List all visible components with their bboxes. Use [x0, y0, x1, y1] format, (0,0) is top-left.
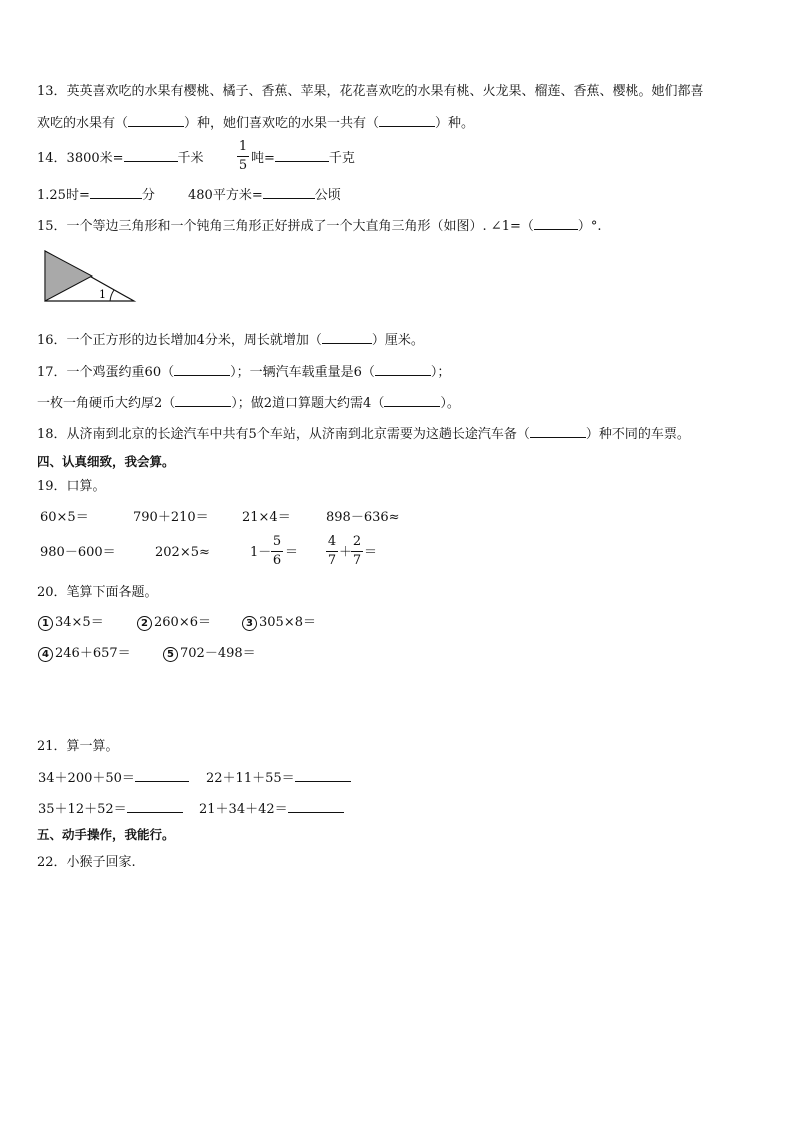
- q15-triangle-figure: [40, 246, 140, 306]
- q14-b-post2: 千克: [328, 151, 355, 166]
- q19-f2-eq: ＝: [364, 545, 378, 560]
- q19-r1-c2: 790＋210＝: [133, 510, 209, 525]
- q13-blank-2[interactable]: [379, 114, 435, 127]
- q21-blank-3[interactable]: [127, 800, 183, 813]
- q19-r1-c3: 21×4＝: [242, 510, 291, 525]
- q14-frac-bar: [237, 156, 249, 157]
- q21-e2-text: 22＋11＋55＝: [206, 771, 295, 786]
- q14-b-post1: 吨=: [251, 151, 275, 166]
- angle-label: 1: [99, 288, 106, 301]
- q14-line2: [37, 186, 155, 206]
- q20-num-1: 1: [38, 616, 53, 631]
- q19-f2-den2: 7: [352, 553, 362, 568]
- q21-e3: [38, 800, 183, 820]
- q13-line1: 13．英英喜欢吃的水果有樱桃、橘子、香蕉、苹果，花花喜欢吃的水果有桃、火龙果、榴莲、香蕉、樱桃。她们都喜: [37, 84, 704, 99]
- q16-text-b: ）厘米。: [371, 333, 424, 348]
- q14-d-post: 公顷: [314, 188, 341, 203]
- q14-blank-km[interactable]: [124, 149, 178, 162]
- q19-r1-c1: 60×5＝: [40, 510, 89, 525]
- q19-f2-bar2: [351, 551, 363, 552]
- q14-d-pre: 480平方米=: [188, 188, 263, 203]
- q20-expr-5: 702－498＝: [180, 646, 256, 661]
- q20-expr-3: 305×8＝: [259, 615, 316, 630]
- q14-line1: [37, 149, 204, 169]
- q19-f2-bar1: [326, 551, 338, 552]
- q20-item-2: [137, 613, 211, 633]
- q20-item-5: [163, 644, 256, 664]
- q22-line: 22．小猴子回家.: [37, 855, 136, 870]
- q15-text-end: ）°.: [577, 219, 602, 234]
- q19-title: 19．口算。: [37, 479, 106, 494]
- q21-e4-text: 21＋34＋42＝: [199, 802, 288, 817]
- q19-f2-den1: 7: [327, 553, 337, 568]
- q19-r2-c1: 980－600＝: [40, 545, 116, 560]
- q14-frac-den: 5: [238, 158, 248, 173]
- q15-line: [37, 217, 602, 237]
- q21-e3-text: 35＋12＋52＝: [38, 802, 127, 817]
- q20-item-4: [38, 644, 131, 664]
- q17-blank-2[interactable]: [375, 363, 431, 376]
- q14-fraction: [236, 139, 250, 174]
- q17-l2a: 一枚一角硬币大约厚2（: [37, 396, 176, 411]
- q13-line2: [37, 114, 474, 134]
- q14-blank-ha[interactable]: [263, 186, 315, 199]
- q17-blank-4[interactable]: [384, 394, 440, 407]
- q16-text-a: 16．一个正方形的边长增加4分米，周长就增加（: [37, 333, 322, 348]
- q20-num-5: 5: [163, 647, 178, 662]
- q20-item-1: [38, 613, 104, 633]
- q21-blank-2[interactable]: [295, 769, 351, 782]
- q13-text-b: ）种，她们喜欢吃的水果一共有（: [184, 116, 380, 131]
- q17-blank-1[interactable]: [174, 363, 230, 376]
- q19-f2-fraction-b: [350, 534, 364, 569]
- q18-text-a: 18．从济南到北京的长途汽车中共有5个车站，从济南到北京需要为这趟长途汽车备（: [37, 427, 530, 442]
- q21-blank-4[interactable]: [288, 800, 344, 813]
- q17-l2c: ）。: [440, 396, 460, 411]
- q19-f1-bar: [271, 551, 283, 552]
- section4-heading: 四、认真细致，我会算。: [37, 454, 175, 469]
- q14-b: [251, 149, 355, 169]
- q14-blank-kg[interactable]: [275, 149, 329, 162]
- q19-f1-fraction: [270, 534, 284, 569]
- q19-f1-whole: 1－: [250, 545, 272, 560]
- q20-num-2: 2: [137, 616, 152, 631]
- q17-l1b: ）；一辆汽车载重量是6（: [230, 365, 375, 380]
- q17-l2b: ）；做2道口算题大约需4（: [231, 396, 385, 411]
- q14-frac-num: 1: [238, 139, 248, 154]
- q19-f2-op: ＋: [339, 545, 353, 560]
- q18-blank[interactable]: [530, 425, 586, 438]
- q17-blank-3[interactable]: [175, 394, 231, 407]
- q19-f2-num2: 2: [352, 534, 362, 549]
- q20-expr-4: 246＋657＝: [55, 646, 131, 661]
- q20-expr-2: 260×6＝: [154, 615, 211, 630]
- q15-blank[interactable]: [534, 217, 578, 230]
- q19-f2-num1: 4: [327, 534, 337, 549]
- q20-num-4: 4: [38, 647, 53, 662]
- q16-blank[interactable]: [322, 331, 372, 344]
- q21-e4: [199, 800, 344, 820]
- q14-d: [188, 186, 341, 206]
- q21-e1-text: 34＋200＋50＝: [38, 771, 135, 786]
- q18-line: [37, 425, 690, 445]
- q19-r1-c4: 898－636≈: [326, 510, 400, 525]
- q19-r2-c2: 202×5≈: [155, 545, 210, 560]
- q15-text: 15．一个等边三角形和一个钝角三角形正好拼成了一个大直角三角形（如图）. ∠1=（: [37, 219, 534, 234]
- q16-line: [37, 331, 424, 351]
- q17-l1a: 17．一个鸡蛋约重60（: [37, 365, 175, 380]
- q20-item-3: [242, 613, 316, 633]
- q20-title: 20．笔算下面各题。: [37, 585, 158, 600]
- q21-title: 21．算一算。: [37, 739, 119, 754]
- q19-f1-num: 5: [272, 534, 282, 549]
- q14-a-pre: 14．3800米=: [37, 151, 124, 166]
- q14-a-post: 千米: [177, 151, 204, 166]
- q21-e1: [38, 769, 189, 789]
- q19-f1-eq: ＝: [285, 545, 299, 560]
- q17-line2: [37, 394, 460, 414]
- q20-num-3: 3: [242, 616, 257, 631]
- q19-f2-fraction-a: [325, 534, 339, 569]
- q18-text-b: ）种不同的车票。: [585, 427, 690, 442]
- q13-blank-1[interactable]: [128, 114, 184, 127]
- q13-text-c: ）种。: [435, 116, 475, 131]
- q19-f1-den: 6: [272, 553, 282, 568]
- q21-e2: [206, 769, 351, 789]
- section5-heading: 五、动手操作，我能行。: [37, 827, 175, 842]
- q20-expr-1: 34×5＝: [55, 615, 104, 630]
- q17-line1: [37, 363, 450, 383]
- q13-text-a: 欢吃的水果有（: [37, 116, 129, 131]
- q17-l1c: ）；: [430, 365, 451, 380]
- q14-c-post: 分: [141, 188, 155, 203]
- q14-blank-min[interactable]: [90, 186, 142, 199]
- q21-blank-1[interactable]: [135, 769, 189, 782]
- q14-c-pre: 1.25时=: [37, 188, 90, 203]
